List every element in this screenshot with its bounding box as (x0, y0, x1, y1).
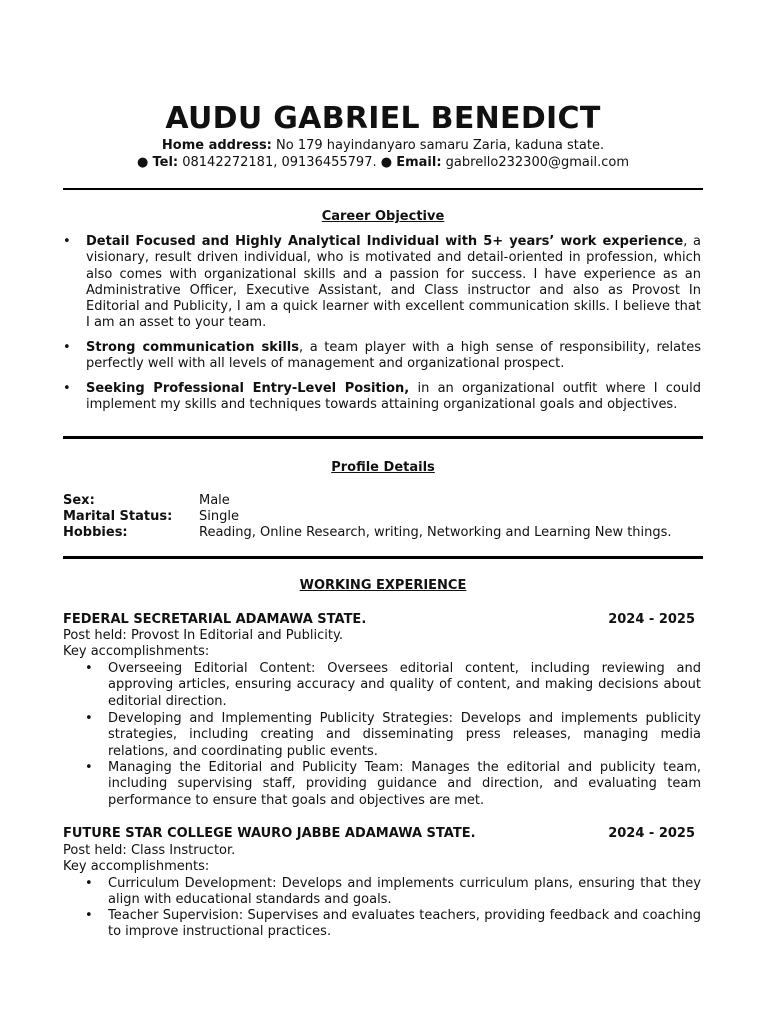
job-2-accomplishment-2: • Teacher Supervision: Supervises and evaluates teachers, providing feedback and coaching to improve instructional practices. (85, 908, 701, 940)
job-2-employer: FUTURE STAR COLLEGE WAURO JABBE ADAMAWA STATE. (63, 826, 476, 841)
job-1-accomplishment-1: • Overseeing Editorial Content: Oversees editorial content, including reviewing and approving articles, ensuring accuracy and quality of content, and making decisions about editorial direction. (85, 661, 701, 709)
contact-line (63, 155, 703, 170)
career-bullet-3-text: in an organizational outfit where I could implement my skills and techniques towards attaining organizational goals and objectives. (86, 381, 701, 413)
profile-value: Reading, Online Research, writing, Networking and Learning New things. (199, 525, 672, 540)
career-bullet-2-text: , a team player with a high sense of responsibility, relates perfectly well with all levels of management and organizational prospect. (86, 340, 701, 372)
profile-value: Single (199, 509, 239, 524)
section-divider (63, 188, 703, 190)
career-bullet-1 (63, 234, 703, 334)
home-address-value: No 179 hayindanyaro samaru Zaria, kaduna state. (271, 138, 605, 153)
profile-value: Male (199, 493, 230, 508)
bullet-icon: • (85, 711, 93, 726)
bullet-icon: ● (137, 155, 149, 170)
job-1-accomplishment-2: • Developing and Implementing Publicity Strategies: Develops and implements publicity strategies, including creating and disseminating press releases, managing media relations, and coordinating public events. (85, 711, 701, 759)
bullet-icon: • (85, 908, 93, 923)
working-experience-heading: WORKING EXPERIENCE (299, 578, 467, 593)
home-address-label: Home address: (161, 138, 272, 153)
section-divider (63, 556, 703, 559)
career-bullet-3-bold: Seeking Professional Entry-Level Position, (86, 381, 410, 396)
job-2-accomplishment-1: • Curriculum Development: Develops and implements curriculum plans, ensuring that they align with educational standards and goals. (85, 876, 701, 908)
tel-value: 08142272181, 09136455797. (178, 155, 381, 170)
profile-label: Hobbies: (63, 525, 128, 540)
job-2-key-label: Key accomplishments: (63, 859, 210, 874)
job-1-header (63, 612, 703, 627)
section-divider (63, 436, 703, 439)
profile-label: Marital Status: (63, 509, 173, 524)
career-objective-heading: Career Objective (321, 209, 445, 224)
home-address-line (63, 138, 703, 153)
job-1-dates: 2024 - 2025 (608, 612, 695, 627)
career-bullet-1-text: , a visionary, result driven individual, who is motivated and detail-oriented in profession, which also comes with organizational skills and a passion for success. I have experience as an Administrative Officer, Executive Assistant, and Class instructor and also as Provost In Editorial and Publicity, I am a quick learner with excellent communication skills. I believe that I am an asset to your team. (86, 234, 702, 331)
bullet-icon: • (85, 760, 93, 775)
job-1-post: Post held: Provost In Editorial and Publicity. (63, 628, 343, 643)
bullet-icon: • (63, 234, 71, 249)
bullet-icon: • (63, 381, 71, 396)
job-2-post: Post held: Class Instructor. (63, 843, 236, 858)
bullet-icon: • (63, 340, 71, 355)
candidate-name: AUDU GABRIEL BENEDICT (165, 101, 601, 136)
profile-label: Sex: (63, 493, 95, 508)
profile-details-heading: Profile Details (331, 460, 435, 475)
career-bullet-1-bold: Detail Focused and Highly Analytical Individual with 5+ years’ work experience (86, 234, 684, 249)
bullet-icon: • (85, 661, 93, 676)
career-bullet-3 (63, 381, 703, 415)
tel-label: Tel: (152, 155, 179, 170)
job-1-accomplishment-3: • Managing the Editorial and Publicity Team: Manages the editorial and publicity team, including supervising staff, providing guidance and direction, and evaluating team performance to ensure that goals and objectives are met. (85, 760, 701, 808)
bullet-icon: • (85, 876, 93, 891)
job-1-key-label: Key accomplishments: (63, 644, 210, 659)
job-1-employer: FEDERAL SECRETARIAL ADAMAWA STATE. (63, 612, 367, 627)
career-bullet-2 (63, 340, 703, 374)
email-label: Email: (396, 155, 442, 170)
career-bullet-2-bold: Strong communication skills (86, 340, 299, 355)
email-value: gabrello232300@gmail.com (441, 155, 629, 170)
job-2-header (63, 826, 703, 841)
job-2-dates: 2024 - 2025 (608, 826, 695, 841)
bullet-icon: ● (380, 155, 393, 170)
